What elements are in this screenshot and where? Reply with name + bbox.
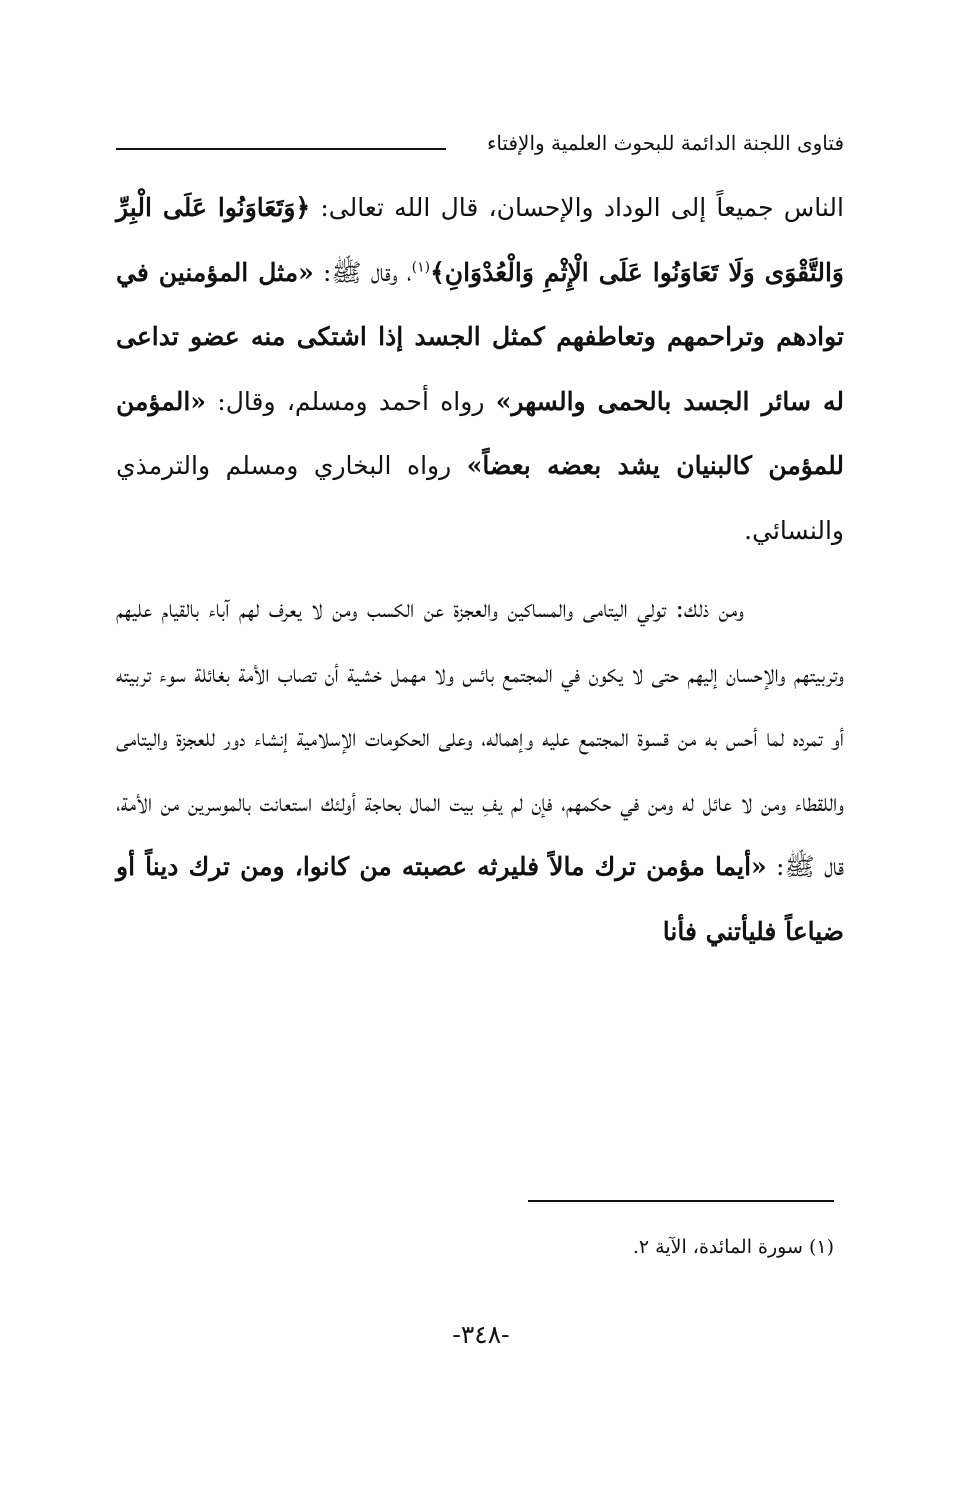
paragraph-1-text-3: رواه أحمد ومسلم، وقال:	[205, 386, 496, 416]
paragraph-1-text-1: الناس جميعاً إلى الوداد والإحسان، قال الله تعالى:	[310, 193, 844, 222]
paragraph-2	[116, 577, 844, 964]
main-text	[116, 176, 844, 964]
quran-verse: ﴿وَتَعَاوَنُوا عَلَى الْبِرِّ وَالتَّقْوَى وَلَا تَعَاوَنُوا عَلَى الْإِثْمِ وَالْعُدْوَانِ﴾	[116, 193, 844, 287]
hadith-1: «مثل المؤمنين في توادهم وتراحمهم وتعاطفهم كمثل الجسد إذا اشتكى منه عضو تداعى له سائر الجسد بالحمى والسهر»	[116, 257, 844, 416]
footnote-reference: (١)	[411, 259, 431, 276]
hadith-3: «أيما مؤمن ترك مالاً فليرثه عصبته من كانوا، ومن ترك ديناً أو ضياعاً فليأتني فأنا	[116, 852, 844, 946]
page-number: -٣٤٨-	[452, 1320, 510, 1349]
footnote-rule	[528, 1200, 834, 1202]
header-title: فتاوى اللجنة الدائمة للبحوث العلمية والإفتاء	[486, 131, 844, 155]
paragraph-1-text-2: ، وقال ﷺ:	[313, 257, 412, 287]
paragraph-2-text-1: ومن ذلك: تولي اليتامى والمساكين والعجزة عن الكسب ومن لا يعرف لهم آباء بالقيام عليهم وتربيتهم والإحسان إليهم حتى لا يكون في المجتمع بائس ولا مهمل خشية أن تصاب الأمة بغائلة سوء تربيته أو تمرده لما أحس به من قسوة المجتمع عليه وإهماله، وعلى الحكومات الإسلامية إنشاء دور للعجزة واليتامى واللقطاء ومن لا عائل له ومن في حكمهم، فإن لم يفِ بيت المال بحاجة أولئك استعانت بالموسرين من الأمة، قال ﷺ:	[116, 594, 845, 881]
hadith-2: «المؤمن للمؤمن كالبنيان يشد بعضه بعضاً»	[116, 386, 845, 480]
paragraph-1	[116, 176, 844, 563]
paragraph-1-text-4: رواه البخاري ومسلم والترمذي والنسائي.	[116, 451, 844, 545]
footnote: (١) سورة المائدة، الآية ٢.	[632, 1236, 834, 1258]
running-header	[116, 128, 844, 168]
header-rule	[116, 148, 446, 150]
